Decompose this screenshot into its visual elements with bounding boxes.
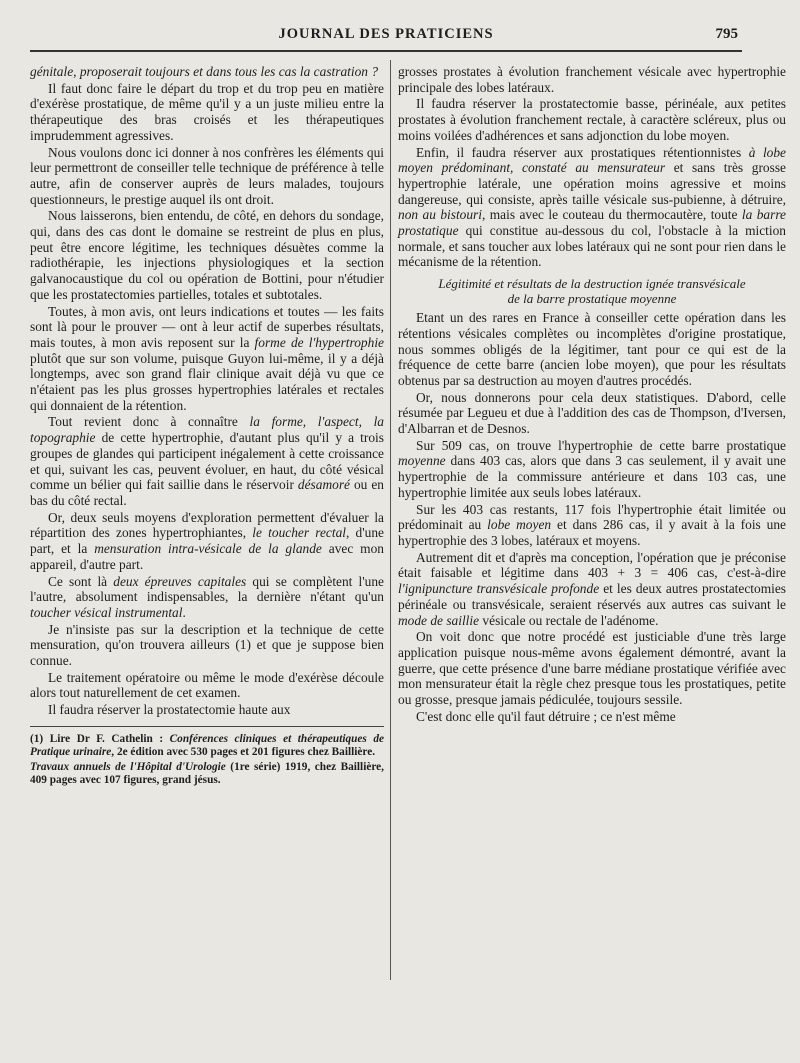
paragraph	[30, 510, 384, 573]
text-run: , mais avec le couteau du thermocautère, toute	[481, 207, 742, 223]
section-subheading	[398, 276, 786, 306]
paragraph	[30, 574, 384, 621]
text-run: grosses prostates à évolution franchement vésicale avec hypertrophie principale des lobes latéraux.	[398, 64, 786, 95]
paragraph	[30, 414, 384, 508]
paragraph	[30, 670, 384, 701]
text-run: Nous voulons donc ici donner à nos confrères les éléments qui leur permettront de conseiller telle technique de préférence à telle autre, afin de conserver auprès de leurs malades, toujours questionneurs, le prestige auquel ils ont droit.	[30, 144, 384, 207]
italic-text: l'ignipuncture transvésicale profonde	[398, 581, 600, 597]
italic-text: lobe moyen	[487, 517, 552, 533]
paragraph	[398, 145, 786, 271]
text-run: Il faudra réserver la prostatectomie haute aux	[48, 702, 291, 718]
italic-text: mensuration intra-vésicale de la glande	[94, 541, 322, 557]
text-run: Le traitement opératoire ou même le mode d'exérèse découle alors tout naturellement de cet examen.	[30, 669, 384, 701]
text-run: dans 403 cas, alors que dans 3 cas seulement, il y avait une hypertrophie de la commissure antérieure et dans 103 cas, une hypertrophie limitée aux seuls lobes latéraux.	[398, 453, 786, 500]
text-run: Sur les 403 cas restants, 117 fois l'hypertrophie était limitée ou prédominait au	[398, 501, 786, 533]
text-run: Je n'insiste pas sur la description et la technique de cette mensuration, qu'on trouvera ailleurs (1) et que je suppose bien connue.	[30, 621, 384, 669]
italic-text: toucher vésical instrumental	[30, 604, 183, 620]
paragraph	[30, 622, 384, 669]
italic-text: forme de l'hypertrophie	[254, 334, 384, 350]
italic-text: Conférences cliniques et thérapeutiques de Pratique urinaire	[30, 732, 384, 759]
paragraph	[30, 702, 384, 718]
footnote	[30, 761, 384, 788]
subheading-line-2: de la barre prostatique moyenne	[507, 291, 677, 307]
paragraph	[30, 81, 384, 144]
text-run: Ce sont là	[48, 573, 114, 589]
footnote-rule	[30, 726, 384, 727]
column-divider	[390, 60, 391, 980]
footnotes	[30, 733, 384, 788]
text-run: avec mon appareil, d'autre part.	[30, 541, 384, 572]
text-run: qui se complètent l'une l'autre, absolument indispensables, la dernière n'étant qu'un	[30, 573, 384, 605]
text-run: Sur 509 cas, on trouve l'hypertrophie de cette barre prostatique	[416, 437, 786, 453]
left-column-body	[30, 64, 384, 718]
text-run: Or, deux seuls moyens d'exploration permettent d'évaluer la répartition des zones hypertrophiantes,	[30, 509, 384, 541]
left-column	[30, 64, 384, 788]
right-column	[398, 64, 786, 724]
paragraph	[398, 390, 786, 437]
text-run: Or, nous donnerons pour cela deux statistiques. D'abord, celle résumée par Legueu et due à l'addition des cas de Thompson, d'Iversen, d'Albarran et de Desnos.	[398, 389, 786, 437]
text-run: , 2e édition avec 530 pages et 201 figures chez Baillière.	[111, 746, 376, 759]
paragraph	[30, 64, 384, 80]
text-run: , d'une part, et la	[30, 525, 384, 557]
italic-text: le toucher rectal	[252, 525, 346, 541]
paragraph	[398, 502, 786, 549]
italic-text: mode de saillie	[398, 612, 480, 628]
italic-text: non au bistouri	[398, 207, 482, 223]
text-run: (1re série) 1919, chez Baillière, 409 pages avec 107 figures, grand jésus.	[30, 760, 384, 787]
page-number: 795	[715, 26, 738, 42]
text-run: ou en bas du côté rectal.	[30, 477, 384, 508]
paragraph	[398, 438, 786, 501]
paragraph	[30, 145, 384, 208]
text-run: vésicale ou rectale de l'adénome.	[479, 612, 659, 628]
paragraph	[30, 304, 384, 414]
italic-text: Travaux annuels de l'Hôpital d'Urologie	[30, 760, 226, 773]
italic-text: à lobe moyen prédominant, constaté au mensurateur	[398, 144, 786, 176]
paragraph	[398, 709, 786, 725]
italic-text: la forme, l'aspect, la topographie	[30, 414, 384, 446]
paragraph	[398, 550, 786, 629]
text-run: Tout revient donc à connaître	[48, 414, 250, 430]
text-run: Autrement dit et d'après ma conception, l'opération que je préconise était faisable et légitime dans 403 + 3 = 406 cas, c'est-à-dire	[398, 549, 786, 581]
text-run: et dans 286 cas, il y avait à la fois une hypertrophie des 3 lobes, latéraux et moyens.	[398, 517, 786, 548]
text-run: Nous laisserons, bien entendu, de côté, en dehors du sondage, qui, dans des cas dont le domaine se restreint de plus en plus, peut être encore légitime, les techniques désuètes comme la radiothérapie, les injections physiologiques et la section galvanocaustique du col ou opération de Bottini, pour n'étudier que les prostatectomies partielles, totales et subtotales.	[30, 208, 384, 302]
text-run: et sans très grosse hypertrophie latérale, une opération moins agressive et moins dangereuse, qui consiste, après taille vésicale sus-pubienne, à détruire,	[398, 160, 786, 207]
text-run: On voit donc que notre procédé est justiciable d'une très large application puisque nous-même avons également démontré, avant la guerre, que cette présence d'une barre médiane prostatique vérifiée avec mon mensurateur était la règle chez presque tous les prostatiques, petite ou grosse, presque jamais pédiculée, toujours sessile.	[398, 629, 786, 708]
text-run: Enfin, il faudra réserver aux prostatiques rétentionnistes	[416, 144, 749, 160]
subheading-line-1: Légitimité et résultats de la destruction ignée transvésicale	[438, 276, 746, 292]
italic-text: moyenne	[398, 453, 446, 469]
text-run: et les deux autres prostatectomies périnéale ou transvésicale, seraient réservés aux autres cas suivant le	[398, 581, 786, 612]
footnote	[30, 733, 384, 760]
italic-text: génitale, proposerait toujours et dans tous les cas la castration ?	[30, 64, 379, 79]
text-run: Il faut donc faire le départ du trop et du trop peu en matière d'exérèse prostatique, de même qu'il y a un juste milieu entre la thérapeutique des bras croisés et les thérapeutiques imprudemment agressives.	[30, 80, 384, 143]
right-column-body	[398, 64, 786, 270]
page-header	[30, 24, 742, 52]
journal-title: JOURNAL DES PRATICIENS	[278, 26, 494, 42]
text-run: Il faudra réserver la prostatectomie basse, périnéale, aux petites prostates à évolution franchement rectale, à caractère scléreux, plus ou moins voilées d'adhérences et sans adjonction du lobe moyen.	[398, 96, 786, 143]
text-run: (1) Lire Dr F. Cathelin :	[30, 732, 170, 745]
text-run: de cette hypertrophie, d'autant plus qu'il y a trois groupes de glandes qui participent inégalement à cette croissance et qui, suivant les cas, peuvent évoluer, en haut, du côté vésical comme un bélier qui fait saillie dans le réservoir	[30, 430, 384, 493]
text-run: Toutes, à mon avis, ont leurs indications et toutes — les faits sont là pour le prouver — ont à leur actif de superbes résultats, mais toutes, à mon avis reposent sur la	[30, 303, 384, 350]
text-run: plutôt que sur son volume, puisque Guyon lui-même, il y a déjà longtemps, avec son grand flair clinique avait déjà vu que ce n'étaient pas les plus grosses hypertrophies latérales et rectales qui donnaient de la rétention.	[30, 350, 384, 413]
italic-text: la barre prostatique	[398, 207, 786, 239]
text-run: C'est donc elle qu'il faut détruire ; ce n'est même	[416, 708, 676, 724]
paragraph	[398, 310, 786, 389]
text-run: qui constitue au-dessous du col, l'obstacle à la miction normale, et sans toucher aux lobes latéraux qui ne sont pour rien dans le mécanisme de la rétention.	[398, 223, 786, 270]
paragraph	[398, 64, 786, 95]
paragraph	[398, 96, 786, 143]
text-run: .	[182, 604, 186, 620]
italic-text: désamoré	[297, 477, 350, 493]
right-column-body-2	[398, 310, 786, 724]
text-run: Etant un des rares en France à conseiller cette opération dans les rétentions vésicales complètes ou incomplètes d'origine prostatique, nous sommes obligés de la légitimer, tant pour ce qui est de la fréquence de cette barre (ancien lobe moyen), que pour les résultats obtenus par sa destruction au moyen d'autres procédés.	[398, 310, 786, 388]
italic-text: deux épreuves capitales	[113, 573, 247, 589]
paragraph	[30, 208, 384, 302]
paragraph	[398, 629, 786, 708]
